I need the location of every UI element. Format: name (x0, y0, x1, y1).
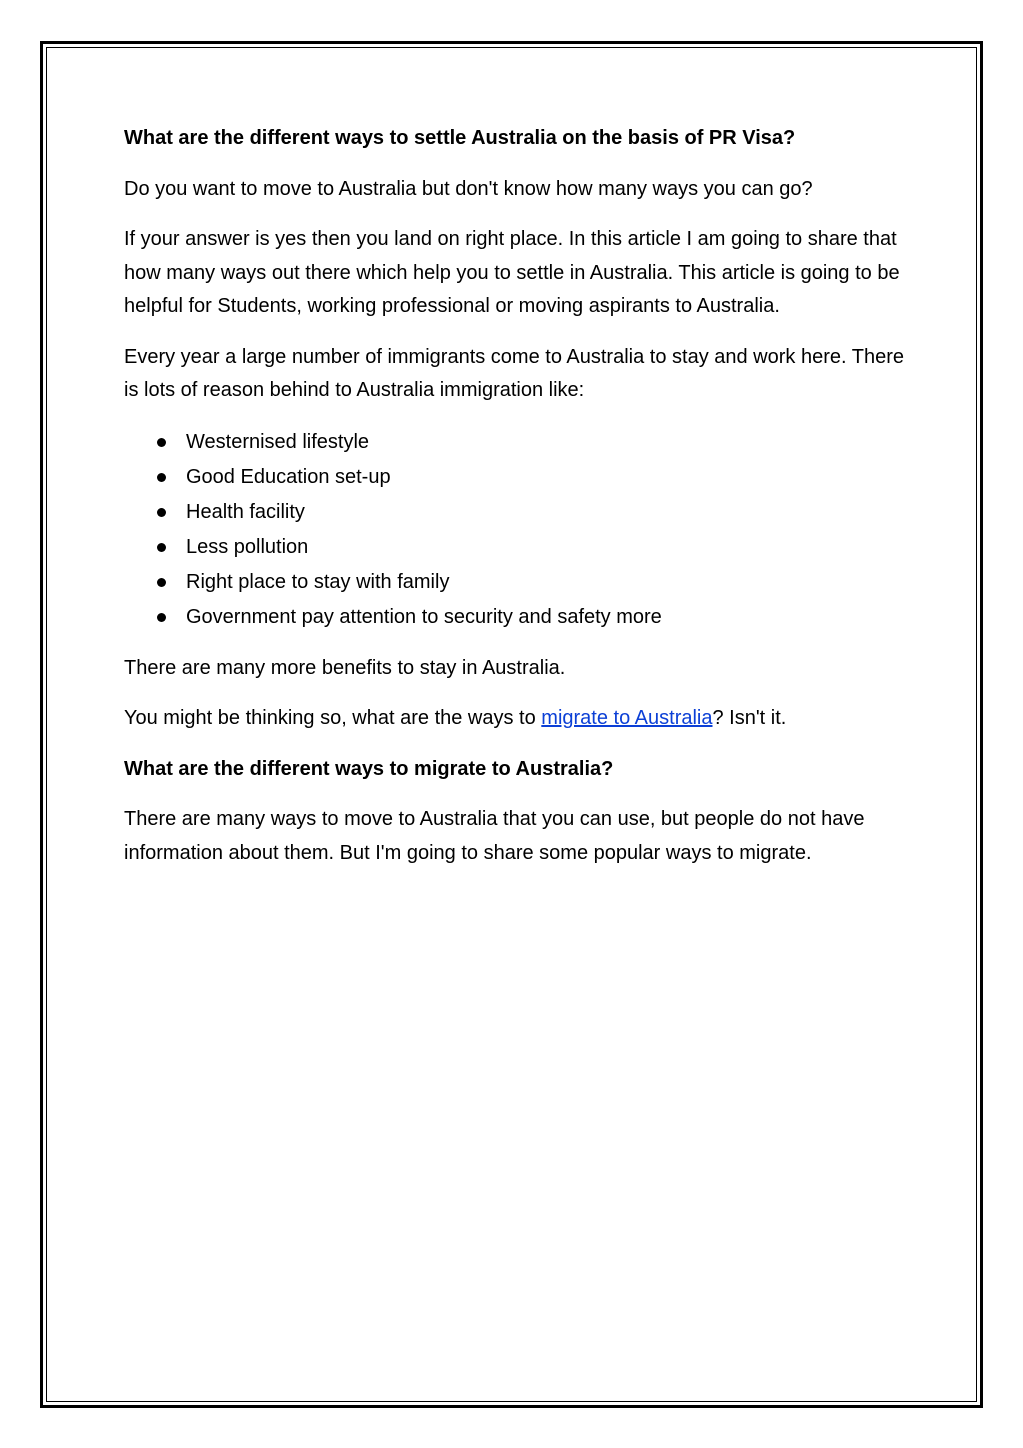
list-item-text: Westernised lifestyle (186, 430, 370, 453)
migrate-to-australia-link[interactable]: migrate to Australia (541, 707, 713, 729)
ways-question-paragraph (124, 702, 904, 736)
list-item-text: Government pay attention to security and safety more (186, 605, 662, 628)
list-item-text: Less pollution (186, 535, 309, 558)
list-item (124, 460, 904, 495)
document-body (124, 122, 904, 887)
ways-paragraph: There are many ways to move to Australia that you can use, but people do not have information about them. But I'm going to share some popular ways to migrate. (124, 808, 865, 864)
reasons-list (124, 425, 904, 635)
list-item (124, 495, 904, 530)
bullet-icon (157, 473, 166, 482)
list-item-text: Right place to stay with family (186, 570, 450, 593)
list-item-text: Good Education set-up (186, 465, 391, 488)
heading-settle-australia: What are the different ways to settle Australia on the basis of PR Visa? (124, 127, 796, 149)
ways-question-suffix: ? Isn't it. (712, 707, 787, 729)
bullet-icon (157, 613, 166, 622)
ways-question-text: You might be thinking so, what are the ways to (124, 707, 542, 729)
list-item (124, 425, 904, 460)
list-item (124, 530, 904, 565)
bullet-icon (157, 543, 166, 552)
benefits-paragraph: There are many more benefits to stay in Australia. (124, 656, 566, 679)
list-item-text: Health facility (186, 500, 305, 523)
immigration-paragraph: Every year a large number of immigrants come to Australia to stay and work here. There is lots of reason behind to Australia immigration like: (124, 345, 904, 401)
intro-question: Do you want to move to Australia but don't know how many ways you can go? (124, 177, 813, 200)
list-item (124, 600, 904, 635)
heading-ways-to-migrate: What are the different ways to migrate to Australia? (124, 757, 614, 780)
bullet-icon (157, 508, 166, 517)
list-item (124, 565, 904, 600)
bullet-icon (157, 578, 166, 587)
intro-paragraph: If your answer is yes then you land on right place. In this article I am going to share that how many ways out there which help you to settle in Australia. This article is going to be helpful for Students, working professional or moving aspirants to Australia. (124, 228, 900, 317)
bullet-icon (157, 438, 166, 447)
